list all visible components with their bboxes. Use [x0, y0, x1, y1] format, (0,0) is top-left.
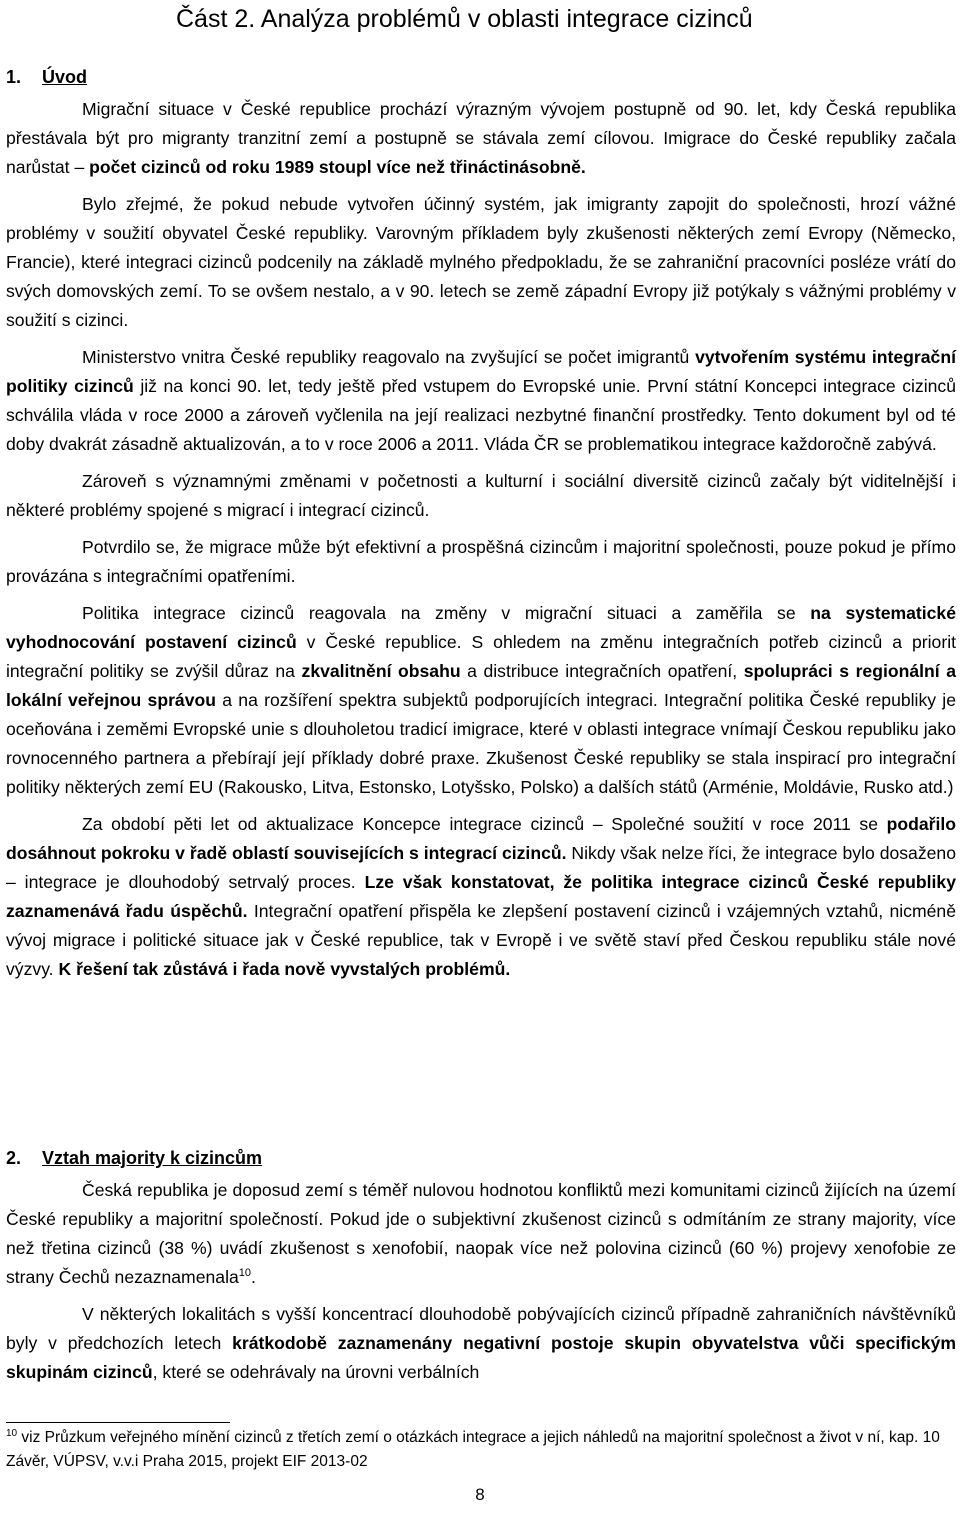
text-run: V některých lokalitách s vyšší koncentrací dlouhodobě pobývajících cizinců případně zahraničních návštěvníků byly v předchozích letech [6, 1304, 956, 1353]
paragraph [6, 467, 956, 525]
paragraph [6, 1176, 956, 1292]
emphasis-text: spolupráci s regionální a lokální veřejnou správou [6, 661, 956, 710]
section-1-title: Úvod [42, 67, 87, 87]
page-number: 8 [475, 1485, 485, 1504]
emphasis-text: vytvořením systému integrační politiky cizinců [6, 347, 956, 396]
emphasis-text: K řešení tak zůstává i řada nově vyvstalých problémů. [58, 959, 511, 979]
text-run: již na konci 90. let, tedy ještě před vstupem do Evropské unie. První státní Koncepci integrace cizinců schválila vláda v roce 2000 a zároveň vyčlenila na její realizaci nezbytné finanční prostředky. Tento dokument byl od té doby dvakrát zásadně aktualizován, a to v roce 2006 a 2011. Vláda ČR se problematikou integrace každoročně zabývá. [6, 376, 956, 454]
paragraph [6, 343, 956, 459]
paragraph [6, 533, 956, 591]
text-run: v České republice. S ohledem na změnu integračních potřeb cizinců a priorit integrační politiky se zvýšil důraz na [6, 632, 956, 681]
text-run: Zároveň s významnými změnami v početnosti a kulturní i sociální diversitě cizinců začaly být viditelnější i některé problémy spojené s migrací i integrací cizinců. [6, 471, 956, 520]
text-run: Nikdy však nelze říci, že integrace bylo dosaženo – integrace je dlouhodobý setrvalý proces. [6, 843, 956, 892]
part-title: Část 2. Analýza problémů v oblasti integrace cizinců [176, 5, 753, 33]
text-run: Migrační situace v České republice prochází výrazným vývojem postupně od 90. let, kdy Česká republika přestávala být pro migranty tranzitní zemí a postupně se stávala zemí cílovou. Imigrace do České republiky začala narůstat – [6, 99, 956, 177]
section-1-number: 1. [6, 67, 22, 87]
emphasis-text: krátkodobě zaznamenány negativní postoje skupin obyvatelstva vůči specifickým skupinám cizinců [6, 1333, 956, 1382]
footnote-text: viz Průzkum veřejného mínění cizinců z třetích zemí o otázkách integrace a jejich náhledů na majoritní společnost a život v ní, kap. 10 Závěr, VÚPSV, v.v.i Praha 2015, projekt EIF 2013-02 [6, 1429, 940, 1470]
section-2-body [6, 1176, 956, 1387]
footnote-mark: 10 [6, 1427, 18, 1439]
footnote [6, 1426, 946, 1474]
paragraph [6, 1300, 956, 1387]
footnote-divider [6, 1422, 230, 1423]
text-run: Potvrdilo se, že migrace může být efektivní a prospěšná cizincům i majoritní společnosti, pouze pokud je přímo provázána s integračními opatřeními. [6, 537, 956, 586]
section-2-title: Vztah majority k cizincům [42, 1148, 263, 1168]
text-run: Politika integrace cizinců reagovala na změny v migrační situaci a zaměřila se [82, 603, 811, 623]
text-run: Česká republika je doposud zemí s téměř nulovou hodnotou konfliktů mezi komunitami cizinců žijících na území České republiky a majoritní společností. Pokud jde o subjektivní zkušenost cizinců s odmítáním ze strany majority, více než třetina cizinců (38 %) uvádí zkušenost s xenofobií, naopak více než polovina cizinců (60 %) projevy xenofobie ze strany Čechů nezaznamenala [6, 1180, 956, 1287]
text-run: , které se odehrávaly na úrovni verbálních [152, 1362, 480, 1382]
section-2-heading [6, 1147, 262, 1169]
text-run: a na rozšíření spektra subjektů podporujících integraci. Integrační politika České republiky je oceňována i zeměmi Evropské unie s dlouholetou tradicí imigrace, které v oblasti integrace vnímají Českou republiku jako rovnocenného partnera a přebírají její příklady dobré praxe. Zkušenost České republiky se stala inspirací pro integrační politiky některých zemí EU (Rakousko, Litva, Estonsko, Lotyšsko, Polsko) a dalších států (Arménie, Moldávie, Rusko atd.) [6, 690, 956, 797]
footnote-reference: 10 [238, 1267, 252, 1280]
paragraph [6, 190, 956, 335]
emphasis-text: Lze však konstatovat, že politika integrace cizinců České republiky zaznamenává řadu úspěchů. [6, 872, 956, 921]
emphasis-text: na systematické vyhodnocování postavení cizinců [6, 603, 957, 652]
text-run: a distribuce integračních opatření, [460, 661, 744, 681]
emphasis-text: zkvalitnění obsahu [301, 661, 461, 681]
section-1-body [6, 95, 956, 984]
text-run: Bylo zřejmé, že pokud nebude vytvořen účinný systém, jak imigranty zapojit do společnosti, hrozí vážné problémy v soužití obyvatel České republiky. Varovným příkladem byly zkušenosti některých zemí Evropy (Německo, Francie), které integraci cizinců podcenily na základě mylného předpokladu, že se zahraniční pracovníci posléze vrátí do svých domovských zemí. To se ovšem nestalo, a v 90. letech se země západní Evropy již potýkaly s vážnými problémy v soužití s cizinci. [6, 194, 956, 330]
text-run: . [251, 1267, 256, 1287]
emphasis-text: počet cizinců od roku 1989 stoupl více než třináctinásobně. [89, 157, 586, 177]
text-run: Ministerstvo vnitra České republiky reagovalo na zvyšující se počet imigrantů [82, 347, 696, 367]
paragraph [6, 810, 956, 984]
text-run: Za období pěti let od aktualizace Koncepce integrace cizinců – Společné soužití v roce 2011 se [82, 814, 887, 834]
text-run: Integrační opatření přispěla ke zlepšení postavení cizinců i vzájemných vztahů, nicméně vývoj migrace i politické situace jak v České republice, tak v Evropě i ve světě staví před Českou republiku stále nové výzvy. [6, 901, 956, 979]
section-2-number: 2. [6, 1148, 22, 1168]
section-1-heading [6, 66, 87, 88]
emphasis-text: podařilo dosáhnout pokroku v řadě oblastí souvisejících s integrací cizinců. [6, 814, 956, 863]
paragraph [6, 95, 956, 182]
paragraph [6, 599, 956, 802]
